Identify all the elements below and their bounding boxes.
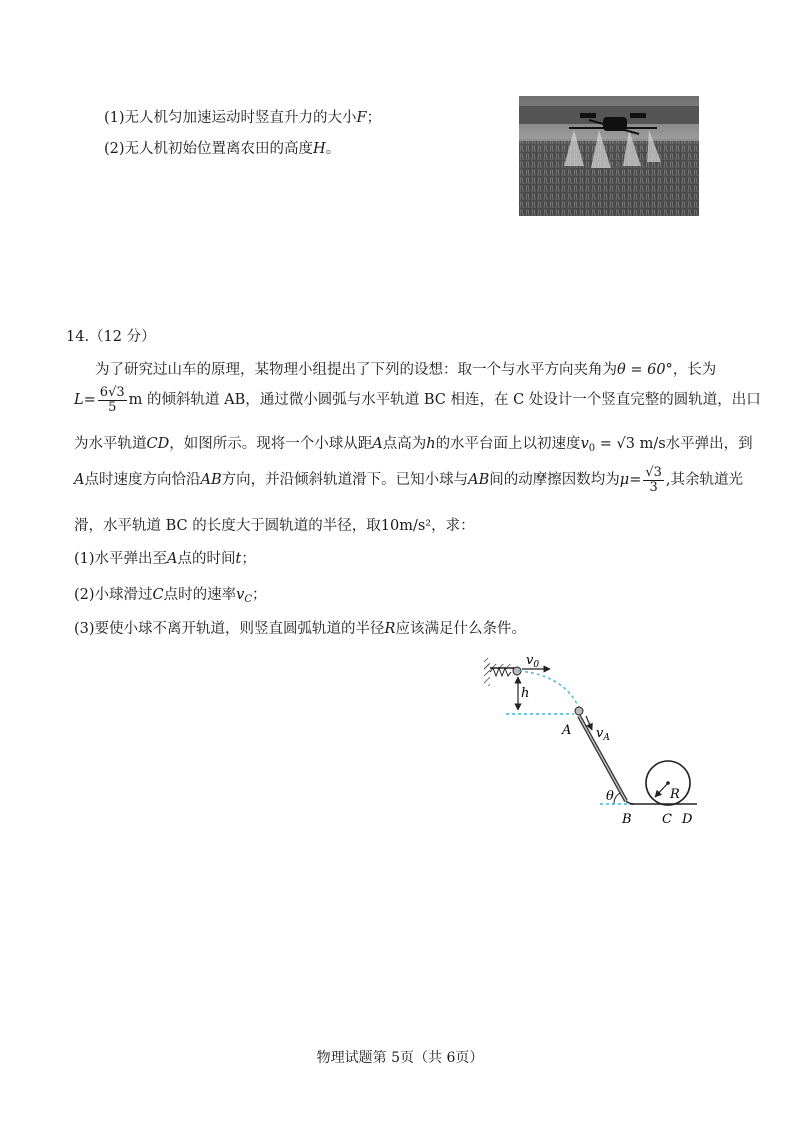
q14-s3-pre: (3)要使小球不离开轨道，则竖直圆弧轨道的半径 — [74, 621, 385, 637]
q14-s2-pre: (2)小球滑过 — [74, 587, 153, 603]
q14-mu-den: 3 — [649, 479, 658, 495]
q13-var-f: F — [356, 110, 367, 126]
track-diagram — [478, 645, 703, 830]
q14-line1-text: 为了研究过山车的原理，某物理小组提出了下列的设想：取一个与水平方向夹角为 — [95, 362, 617, 378]
q14-subq3 — [74, 617, 526, 638]
q14-gravity: 10m/s² — [380, 518, 432, 534]
q14-s1-post: ； — [241, 551, 256, 567]
q14-line4 — [74, 464, 743, 496]
q13-part2-text: (2)无人机初始位置离农田的高度 — [104, 141, 314, 157]
q14-line4-c: 间的动摩擦因数均为 — [489, 472, 620, 488]
q13-part1 — [104, 106, 381, 127]
q14-line5-a: 滑，水平轨道 BC 的长度大于圆轨道的半径，取 — [74, 518, 381, 534]
q14-mu: μ — [619, 472, 630, 488]
q14-line4-b: 方向，并沿倾斜轨道滑下。已知小球与 — [221, 472, 469, 488]
q14-eq-1: = — [83, 392, 96, 408]
drone-photo — [519, 96, 699, 216]
q14-line1 — [95, 358, 716, 379]
q14-point-a: A — [372, 436, 383, 452]
q14-var-l: L — [74, 392, 84, 408]
q14-s1-t: t — [235, 551, 242, 567]
q14-s2-post: ； — [252, 587, 267, 603]
q14-length-fraction — [98, 386, 127, 414]
q14-v0-value: = √3 m/s — [595, 436, 666, 452]
theta-arc — [614, 793, 620, 804]
q14-line2-text: 的倾斜轨道 AB，通过微小圆弧与水平轨道 BC 相连，在 C 处设计一个竖直完整的圆轨道，出口 — [146, 392, 761, 408]
q14-s1-a: A — [167, 551, 178, 567]
q14-mu-num: √3 — [645, 464, 662, 480]
q13-part1-text: (1)无人机匀加速运动时竖直升力的大小 — [104, 110, 357, 126]
q14-mu-fraction — [643, 466, 664, 494]
q14-point-a-2: A — [74, 472, 85, 488]
q14-s1-mid: 点的时间 — [177, 551, 236, 567]
q14-line3-a: 为水平轨道 — [74, 436, 147, 452]
q14-cd: CD — [146, 436, 170, 452]
q14-line5 — [74, 514, 475, 535]
point-b-label: B — [622, 812, 632, 827]
q14-length-unit: m — [128, 392, 143, 408]
q14-line4-a: 点时速度方向恰沿 — [84, 472, 201, 488]
q14-ab: AB — [200, 472, 222, 488]
q14-s2-v: v — [236, 587, 245, 603]
q14-line2 — [74, 384, 761, 416]
q14-s2-c: C — [152, 587, 164, 603]
ball-at-a — [575, 707, 583, 715]
q14-subq2 — [74, 583, 267, 605]
q14-var-h: h — [426, 436, 436, 452]
q14-s3-post: 应该满足什么条件。 — [395, 621, 526, 637]
q13-part2 — [104, 137, 340, 158]
q14-line4-d: ,其余轨道光 — [665, 472, 744, 488]
q14-length-den: 5 — [108, 399, 117, 415]
q14-v0-sub: 0 — [588, 443, 596, 454]
q14-s3-r: R — [384, 621, 396, 637]
point-d-label: D — [682, 812, 693, 827]
point-a-label: A — [562, 723, 572, 738]
q14-v0: v — [580, 436, 589, 452]
q14-line3-e: 水平弹出，到 — [665, 436, 753, 452]
radius-arrow — [655, 783, 668, 797]
platform-wall — [484, 658, 490, 686]
q13-part2-end: 。 — [325, 141, 341, 157]
v0-label: $v_0$ — [526, 653, 540, 670]
theta-label: θ — [606, 789, 614, 804]
q14-eq-2: = — [629, 472, 642, 488]
point-c-label: C — [662, 812, 672, 827]
q14-s2-vsub: C — [244, 594, 253, 605]
q14-length-num: 6√3 — [99, 384, 125, 400]
va-label: $v_A$ — [596, 726, 610, 743]
q13-var-h: H — [313, 141, 326, 157]
q14-line5-b: ，求： — [431, 518, 475, 534]
q14-ab-2: AB — [468, 472, 490, 488]
q14-line1-end: ，长为 — [672, 362, 717, 378]
q14-s1-pre: (1)水平弹出至 — [74, 551, 168, 567]
h-label: h — [521, 686, 530, 701]
spring — [490, 668, 511, 676]
q14-theta-value: θ = 60° — [617, 362, 673, 378]
q14-line3 — [74, 432, 753, 454]
q14-line3-b: ，如图所示。现将一个小球从距 — [169, 436, 373, 452]
q14-s2-mid: 点时的速率 — [163, 587, 237, 603]
page-footer: 物理试题第 5页（共 6页） — [316, 1050, 484, 1066]
q14-line3-c: 点高为 — [382, 436, 427, 452]
q13-part1-end: ； — [366, 110, 382, 126]
q14-subq1 — [74, 547, 256, 568]
q14-number: 14.（12 分） — [66, 329, 156, 345]
radius-label: R — [670, 787, 680, 802]
q14-line3-d: 的水平台面上以初速度 — [435, 436, 581, 452]
